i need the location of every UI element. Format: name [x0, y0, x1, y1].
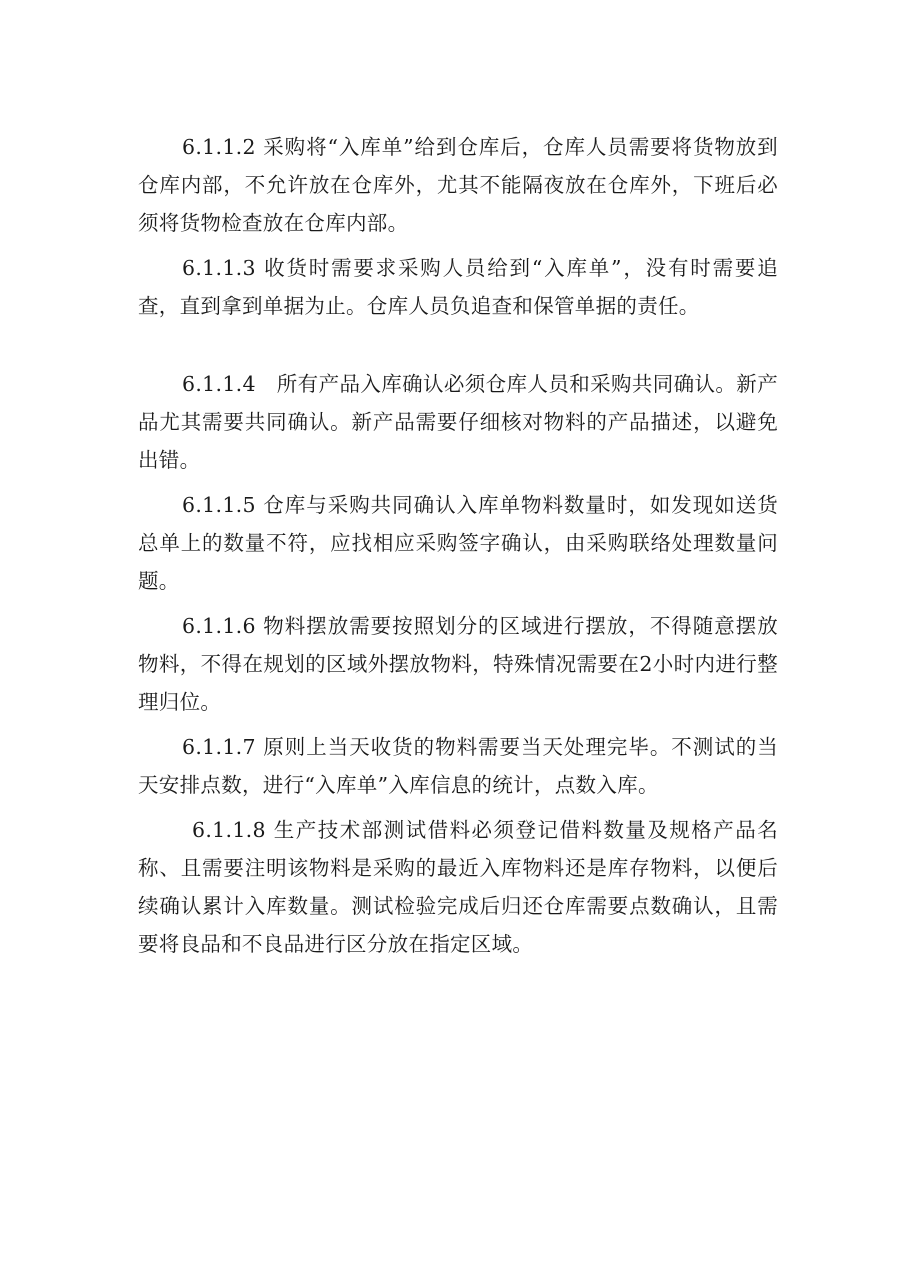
paragraph-6-1-1-5: 6.1.1.5 仓库与采购共同确认入库单物料数量时，如发现如送货总单上的数量不符，应找相应采购签字确认，由采购联络处理数量问题。 [138, 493, 778, 593]
paragraph-6-1-1-8: 6.1.1.8 生产技术部测试借料必须登记借料数量及规格产品名称、且需要注明该物料是采购的最近入库物料还是库存物料，以便后续确认累计入库数量。测试检验完成后归还仓库需要点数确认，且需要将良品和不良品进行区分放在指定区域。 [138, 818, 778, 956]
paragraph-6-1-1-3: 6.1.1.3 收货时需要求采购人员给到“入库单”，没有时需要追查，直到拿到单据为止。仓库人员负追查和保管单据的责任。 [138, 256, 778, 318]
paragraph-6-1-1-4: 6.1.1.4 所有产品入库确认必须仓库人员和采购共同确认。新产品尤其需要共同确认。新产品需要仔细核对物料的产品描述，以避免出错。 [138, 372, 778, 472]
document-body [138, 128, 778, 970]
paragraph-6-1-1-2: 6.1.1.2 采购将“入库单”给到仓库后，仓库人员需要将货物放到仓库内部，不允许放在仓库外，尤其不能隔夜放在仓库外，下班后必须将货物检查放在仓库内部。 [138, 135, 778, 235]
paragraph-6-1-1-7: 6.1.1.7 原则上当天收货的物料需要当天处理完毕。不测试的当天安排点数，进行“入库单”入库信息的统计，点数入库。 [138, 735, 778, 797]
paragraph-6-1-1-6: 6.1.1.6 物料摆放需要按照划分的区域进行摆放，不得随意摆放物料，不得在规划的区域外摆放物料，特殊情况需要在2小时内进行整理归位。 [138, 614, 778, 714]
